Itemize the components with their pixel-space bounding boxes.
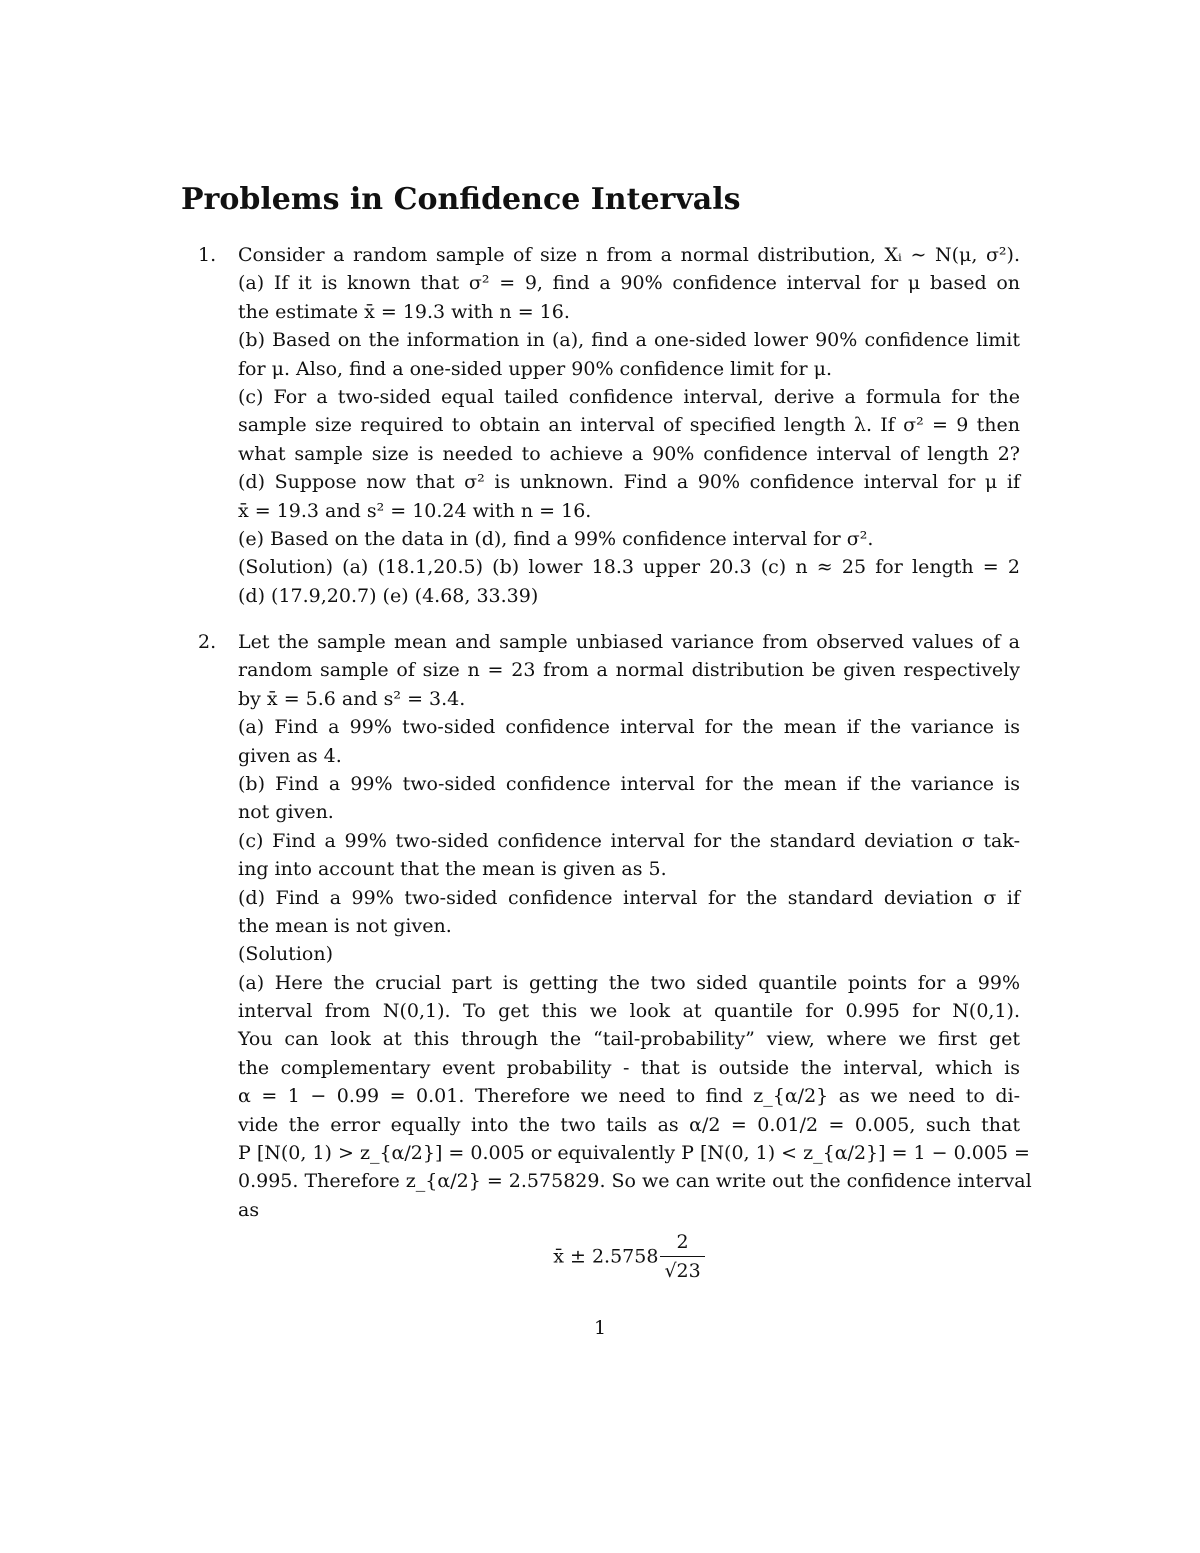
text-line: You can look at this through the “tail-probability” view, where we first get <box>238 1028 1020 1051</box>
text-line: (b) Find a 99% two-sided confidence interval for the mean if the variance is <box>238 772 1020 795</box>
text-line: α = 1 − 0.99 = 0.01. Therefore we need to find z_{α/2} as we need to di- <box>238 1085 1020 1108</box>
text-line: (Solution) <box>238 943 333 966</box>
text-line: interval from N(0,1). To get this we look at quantile for 0.995 for N(0,1). <box>238 1000 1020 1023</box>
page-number: 1 <box>593 1317 607 1339</box>
text-line: x̄ = 19.3 and s² = 10.24 with n = 16. <box>238 499 592 522</box>
text-line: the complementary event probability - that is outside the interval, which is <box>238 1056 1020 1079</box>
problem-number: 2. <box>198 631 217 653</box>
text-line: 0.995. Therefore z_{α/2} = 2.575829. So we can write out the confidence interval <box>238 1170 1032 1193</box>
text-line: given as 4. <box>238 744 342 767</box>
text-line: (e) Based on the data in (d), find a 99% confidence interval for σ². <box>238 527 874 550</box>
text-line: (d) Find a 99% two-sided confidence interval for the standard deviation σ if <box>238 886 1020 909</box>
text-line: sample size required to obtain an interval of specified length λ. If σ² = 9 then <box>238 414 1020 437</box>
text-line: (d) Suppose now that σ² is unknown. Find a 90% confidence interval for μ if <box>238 471 1020 494</box>
confidence-interval-formula <box>238 1230 1020 1283</box>
fraction-numerator: 2 <box>660 1230 704 1257</box>
text-line: the estimate x̄ = 19.3 with n = 16. <box>238 300 570 323</box>
text-line: the mean is not given. <box>238 914 452 937</box>
text-line: (Solution) (a) (18.1,20.5) (b) lower 18.3 upper 20.3 (c) n ≈ 25 for length = 2 <box>238 556 1020 579</box>
text-line: P [N(0, 1) > z_{α/2}] = 0.005 or equivalently P [N(0, 1) < z_{α/2}] = 1 − 0.005 = <box>238 1142 1030 1165</box>
text-line: (a) Here the crucial part is getting the two sided quantile points for a 99% <box>238 971 1020 994</box>
text-line: not given. <box>238 801 334 824</box>
text-line: for μ. Also, find a one-sided upper 90% confidence limit for μ. <box>238 357 833 380</box>
page-title: Problems in Confidence Intervals <box>181 182 741 217</box>
text-line: what sample size is needed to achieve a 90% confidence interval of length 2? <box>238 442 1020 465</box>
fraction-denominator: √23 <box>664 1260 701 1283</box>
problem-number: 1. <box>198 244 217 266</box>
text-line: (b) Based on the information in (a), find a one-sided lower 90% confidence limit <box>238 329 1020 352</box>
problem-body <box>238 628 1032 1283</box>
formula-lhs: x̄ ± 2.5758 <box>553 1245 659 1268</box>
text-line: Let the sample mean and sample unbiased variance from observed values of a <box>238 631 1020 653</box>
text-line: (a) Find a 99% two-sided confidence interval for the mean if the variance is <box>238 716 1020 739</box>
formula-fraction <box>660 1230 704 1283</box>
text-line: ing into account that the mean is given as 5. <box>238 858 667 881</box>
text-line: (d) (17.9,20.7) (e) (4.68, 33.39) <box>238 584 539 607</box>
text-line: random sample of size n = 23 from a normal distribution be given respectively <box>238 659 1020 682</box>
text-line: as <box>238 1198 260 1221</box>
text-line: (c) For a two-sided equal tailed confidence interval, derive a formula for the <box>238 385 1020 408</box>
problem-body <box>238 241 1020 610</box>
text-line: by x̄ = 5.6 and s² = 3.4. <box>238 687 466 710</box>
text-line: Consider a random sample of size n from a normal distribution, Xᵢ ∼ N(μ, σ²). <box>238 244 1020 266</box>
text-line: (a) If it is known that σ² = 9, find a 90% confidence interval for μ based on <box>238 272 1020 295</box>
text-line: vide the error equally into the two tails as α/2 = 0.01/2 = 0.005, such that <box>238 1113 1020 1136</box>
text-line: (c) Find a 99% two-sided confidence interval for the standard deviation σ tak- <box>238 829 1020 852</box>
